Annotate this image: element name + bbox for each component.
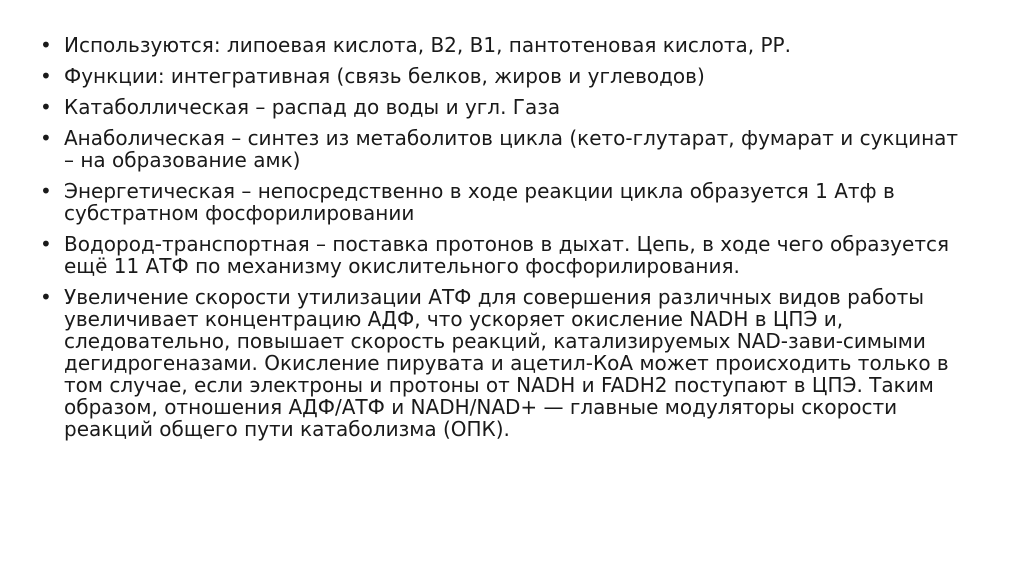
list-item (40, 65, 960, 87)
bullet-text-vitamins: Используются: липоевая кислота, В2, В1, пантотеновая кислота, РР. (64, 33, 791, 57)
list-item (40, 127, 960, 171)
bullet-icon: • (40, 33, 52, 57)
bullet-icon: • (40, 232, 52, 256)
bullet-icon: • (40, 126, 52, 150)
bullet-text-functions: Функции: интегративная (связь белков, жиров и углеводов) (64, 64, 705, 88)
list-item (40, 180, 960, 224)
list-item (40, 34, 960, 56)
bullet-text-hydrogen-transport: Водород-транспортная – поставка протонов в дыхат. Цепь, в ходе чего образуется ещё 11 АТФ по механизму окислительного фосфорилирования. (64, 232, 949, 278)
bullet-text-anabolic: Анаболическая – синтез из метаболитов цикла (кето-глутарат, фумарат и сукцинат – на образование амк) (64, 126, 959, 172)
list-item (40, 96, 960, 118)
bullet-text-energetic: Энергетическая – непосредственно в ходе реакции цикла образуется 1 Атф в субстратном фосфорилировании (64, 179, 895, 225)
bullet-icon: • (40, 64, 52, 88)
bullet-icon: • (40, 285, 52, 309)
bullet-text-atp-regulation: Увеличение скорости утилизации АТФ для совершения различных видов работы увеличивает концентрацию АДФ, что ускоряет окисление NADH в ЦПЭ и, следовательно, повышает скорость реакций, катализируемых NAD-зави-симыми дегидрогеназами. Окисление пирувата и ацетил-КоА может происходить только в том случае, если электроны и протоны от NADH и FADH2 поступают в ЦПЭ. Таким образом, отношения АДФ/АТФ и NADH/NAD+ — главные модуляторы скорости реакций общего пути катаболизма (ОПК). (64, 285, 949, 441)
list-item (40, 233, 960, 277)
list-item (40, 286, 960, 440)
bullet-text-catabolic: Катаболлическая – распад до воды и угл. Газа (64, 95, 561, 119)
bullet-icon: • (40, 179, 52, 203)
bullet-icon: • (40, 95, 52, 119)
bullet-list (40, 34, 960, 449)
